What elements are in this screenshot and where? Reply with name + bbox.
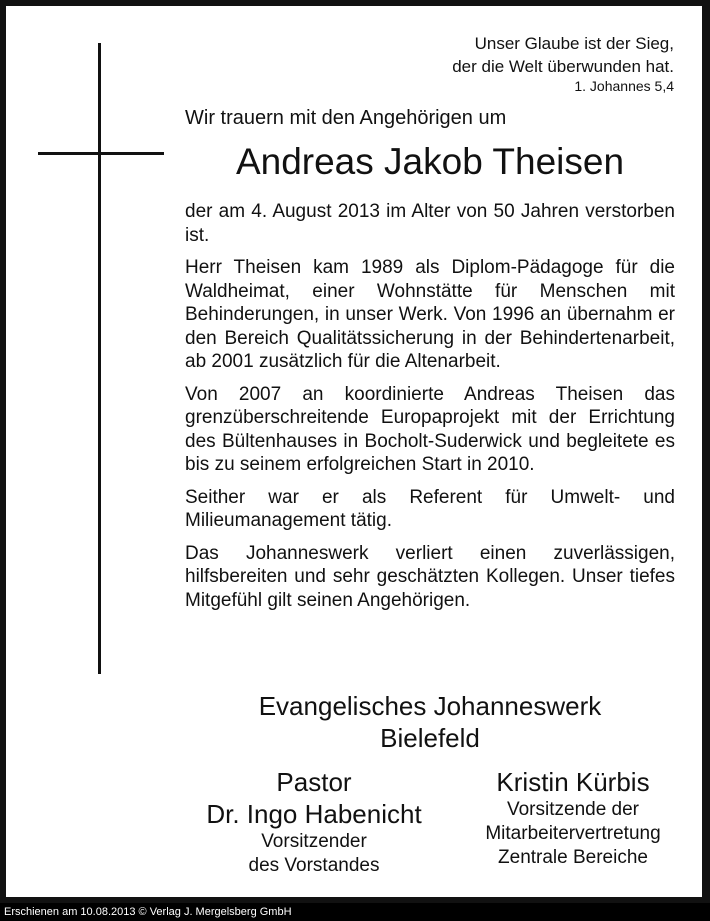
bible-quote-line-2: der die Welt überwunden hat. xyxy=(452,57,674,76)
signature-left-name: Dr. Ingo Habenicht xyxy=(206,799,422,829)
signature-right-role-2: Mitarbeitervertretung xyxy=(485,823,661,844)
signature-left-title: Pastor xyxy=(276,767,352,797)
paragraph-condolences: Das Johanneswerk verliert einen zuverlässigen, hilfsbereiten und sehr geschätzten Kollegen. Unser tiefes Mitgefühl gilt seinen Angehörigen. xyxy=(185,542,675,611)
organization-city: Bielefeld xyxy=(380,723,480,753)
cross-horizontal-bar xyxy=(38,152,164,155)
organization-name: Evangelisches Johanneswerk xyxy=(258,691,602,721)
bible-quote xyxy=(380,32,674,78)
signature-right-role-3: Zentrale Bereiche xyxy=(498,847,648,868)
cross-vertical-bar xyxy=(98,43,101,674)
paragraph-career-start: Herr Theisen kam 1989 als Diplom-Pädagoge für die Waldheimat, einer Wohnstätte für Menschen mit Behinderungen, in unser Werk. Von 1996 an übernahm er den Bereich Qualitätssicherung in der Behindertenarbeit, ab 2001 zusätzlich für die Altenarbeit. xyxy=(185,257,675,372)
publication-footer: Erschienen am 10.08.2013 © Verlag J. Mergelsberg GmbH xyxy=(0,903,710,921)
signature-left-role-2: des Vorstandes xyxy=(248,855,380,876)
obituary-body xyxy=(185,200,675,621)
intro-line: Wir trauern mit den Angehörigen um xyxy=(185,107,507,129)
deceased-name: Andreas Jakob Theisen xyxy=(235,141,625,182)
signature-left-role-1: Vorsitzender xyxy=(261,831,367,852)
bible-quote-line-1: Unser Glaube ist der Sieg, xyxy=(474,34,674,53)
paragraph-death-notice: der am 4. August 2013 im Alter von 50 Jahren verstorben ist. xyxy=(185,201,675,246)
signature-right xyxy=(460,766,686,870)
paragraph-referent: Seither war er als Referent für Umwelt- und Milieumanagement tätig. xyxy=(185,486,675,531)
signature-right-name: Kristin Kürbis xyxy=(496,767,650,797)
bible-reference: 1. Johannes 5,4 xyxy=(574,78,674,94)
organization-block xyxy=(185,690,675,754)
signature-left xyxy=(160,766,468,878)
signature-right-role-1: Vorsitzende der xyxy=(506,799,640,820)
paragraph-europe-project: Von 2007 an koordinierte Andreas Theisen das grenzüberschreitende Europaprojekt mit der Errichtung des Bültenhauses in Bocholt-Suderwick und begleitete es bis zu seinem erfolgreichen Start in 2010. xyxy=(185,383,675,475)
